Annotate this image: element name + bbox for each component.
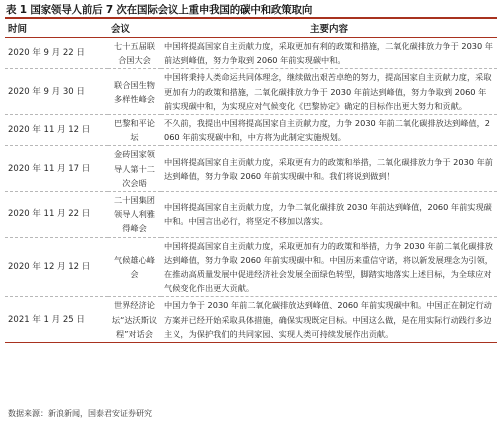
row-meeting: 联合国生物多样性峰会: [108, 69, 161, 115]
table-row: [5, 237, 497, 297]
header-date: 时间: [8, 24, 28, 35]
row-content: 不久前，我提出中国将提高国家自主贡献力度，力争 2030 年前二氧化碳排放达到峰值，2060 年前实现碳中和，中方将为此制定实施规划。: [161, 115, 497, 146]
header-meeting: 会议: [111, 24, 131, 35]
row-meeting: 巴黎和平论坛: [108, 115, 161, 146]
table-row: [5, 38, 497, 69]
row-content: 中国将提高国家自主贡献力度，力争二氧化碳排放 2030 年前达到峰值，2060 年前实现碳中和。中国言出必行，将坚定不移加以落实。: [161, 192, 497, 238]
row-date: 2020 年 11 月 22 日: [5, 192, 108, 238]
row-date: 2020 年 9 月 30 日: [5, 69, 108, 115]
row-meeting: 气候雄心峰会: [108, 237, 161, 297]
source-note: 数据来源：新浪新闻，国泰君安证券研究: [8, 409, 152, 418]
row-content: 中国力争于 2030 年前二氧化碳排放达到峰值、2060 年前实现碳中和。中国正在制定行动方案并已经开始采取具体措施，确保实现既定目标。中国这么做，是在用实际行动践行多边主义，为保护我们的共同家园、实现人类可持续发展作出贡献。: [161, 297, 497, 343]
row-date: 2020 年 11 月 17 日: [5, 146, 108, 192]
row-content: 中国将秉持人类命运共同体理念，继续做出艰苦卓绝的努力，提高国家自主贡献力度，采取更加有力的政策和措施，二氧化碳排放力争于 2030 年前达到峰值，努力争取到 2060 年前实现碳中和，为实现应对气候变化《巴黎协定》确定的目标作出更大努力和贡献。: [161, 69, 497, 115]
row-meeting: 二十国集团领导人利雅得峰会: [108, 192, 161, 238]
table-row: [5, 115, 497, 146]
table-row: [5, 192, 497, 238]
row-meeting: 世界经济论坛“达沃斯议程”对话会: [108, 297, 161, 343]
row-content: 中国将提高国家自主贡献力度，采取更有力的政策和举措，二氧化碳排放力争于 2030 年前达到峰值，努力争取 2060 年前实现碳中和。我们将说到做到！: [161, 146, 497, 192]
row-date: 2021 年 1 月 25 日: [5, 297, 108, 343]
row-date: 2020 年 11 月 12 日: [5, 115, 108, 146]
row-date: 2020 年 12 月 12 日: [5, 237, 108, 297]
table-title: 表 1 国家领导人前后 7 次在国际会议上重申我国的碳中和政策取向: [6, 4, 313, 16]
row-date: 2020 年 9 月 22 日: [5, 38, 108, 69]
header-content: 主要内容: [309, 24, 348, 35]
table-row: [5, 146, 497, 192]
table-row: [5, 69, 497, 115]
row-meeting: 七十五届联合国大会: [108, 38, 161, 69]
table-header: [5, 18, 497, 38]
table-row: [5, 297, 497, 343]
row-content: 中国将提高国家自主贡献力度，采取更加有利的政策和措施，二氧化碳排放力争于 2030 年前达到峰值，努力争取到 2060 年前实现碳中和。: [161, 38, 497, 69]
row-content: 中国将提高国家自主贡献力度，采取更加有力的政策和举措，力争 2030 年前二氧化碳排放达到峰值，努力争取 2060 年前实现碳中和。中国历来重信守诺，将以新发展理念为引领，在推动高质量发展中促进经济社会发展全面绿色转型，脚踏实地落实上述目标，为全球应对气候变化作出更大贡献。: [161, 237, 497, 297]
policy-table: [5, 17, 497, 343]
row-meeting: 金砖国家领导人第十二次会晤: [108, 146, 161, 192]
